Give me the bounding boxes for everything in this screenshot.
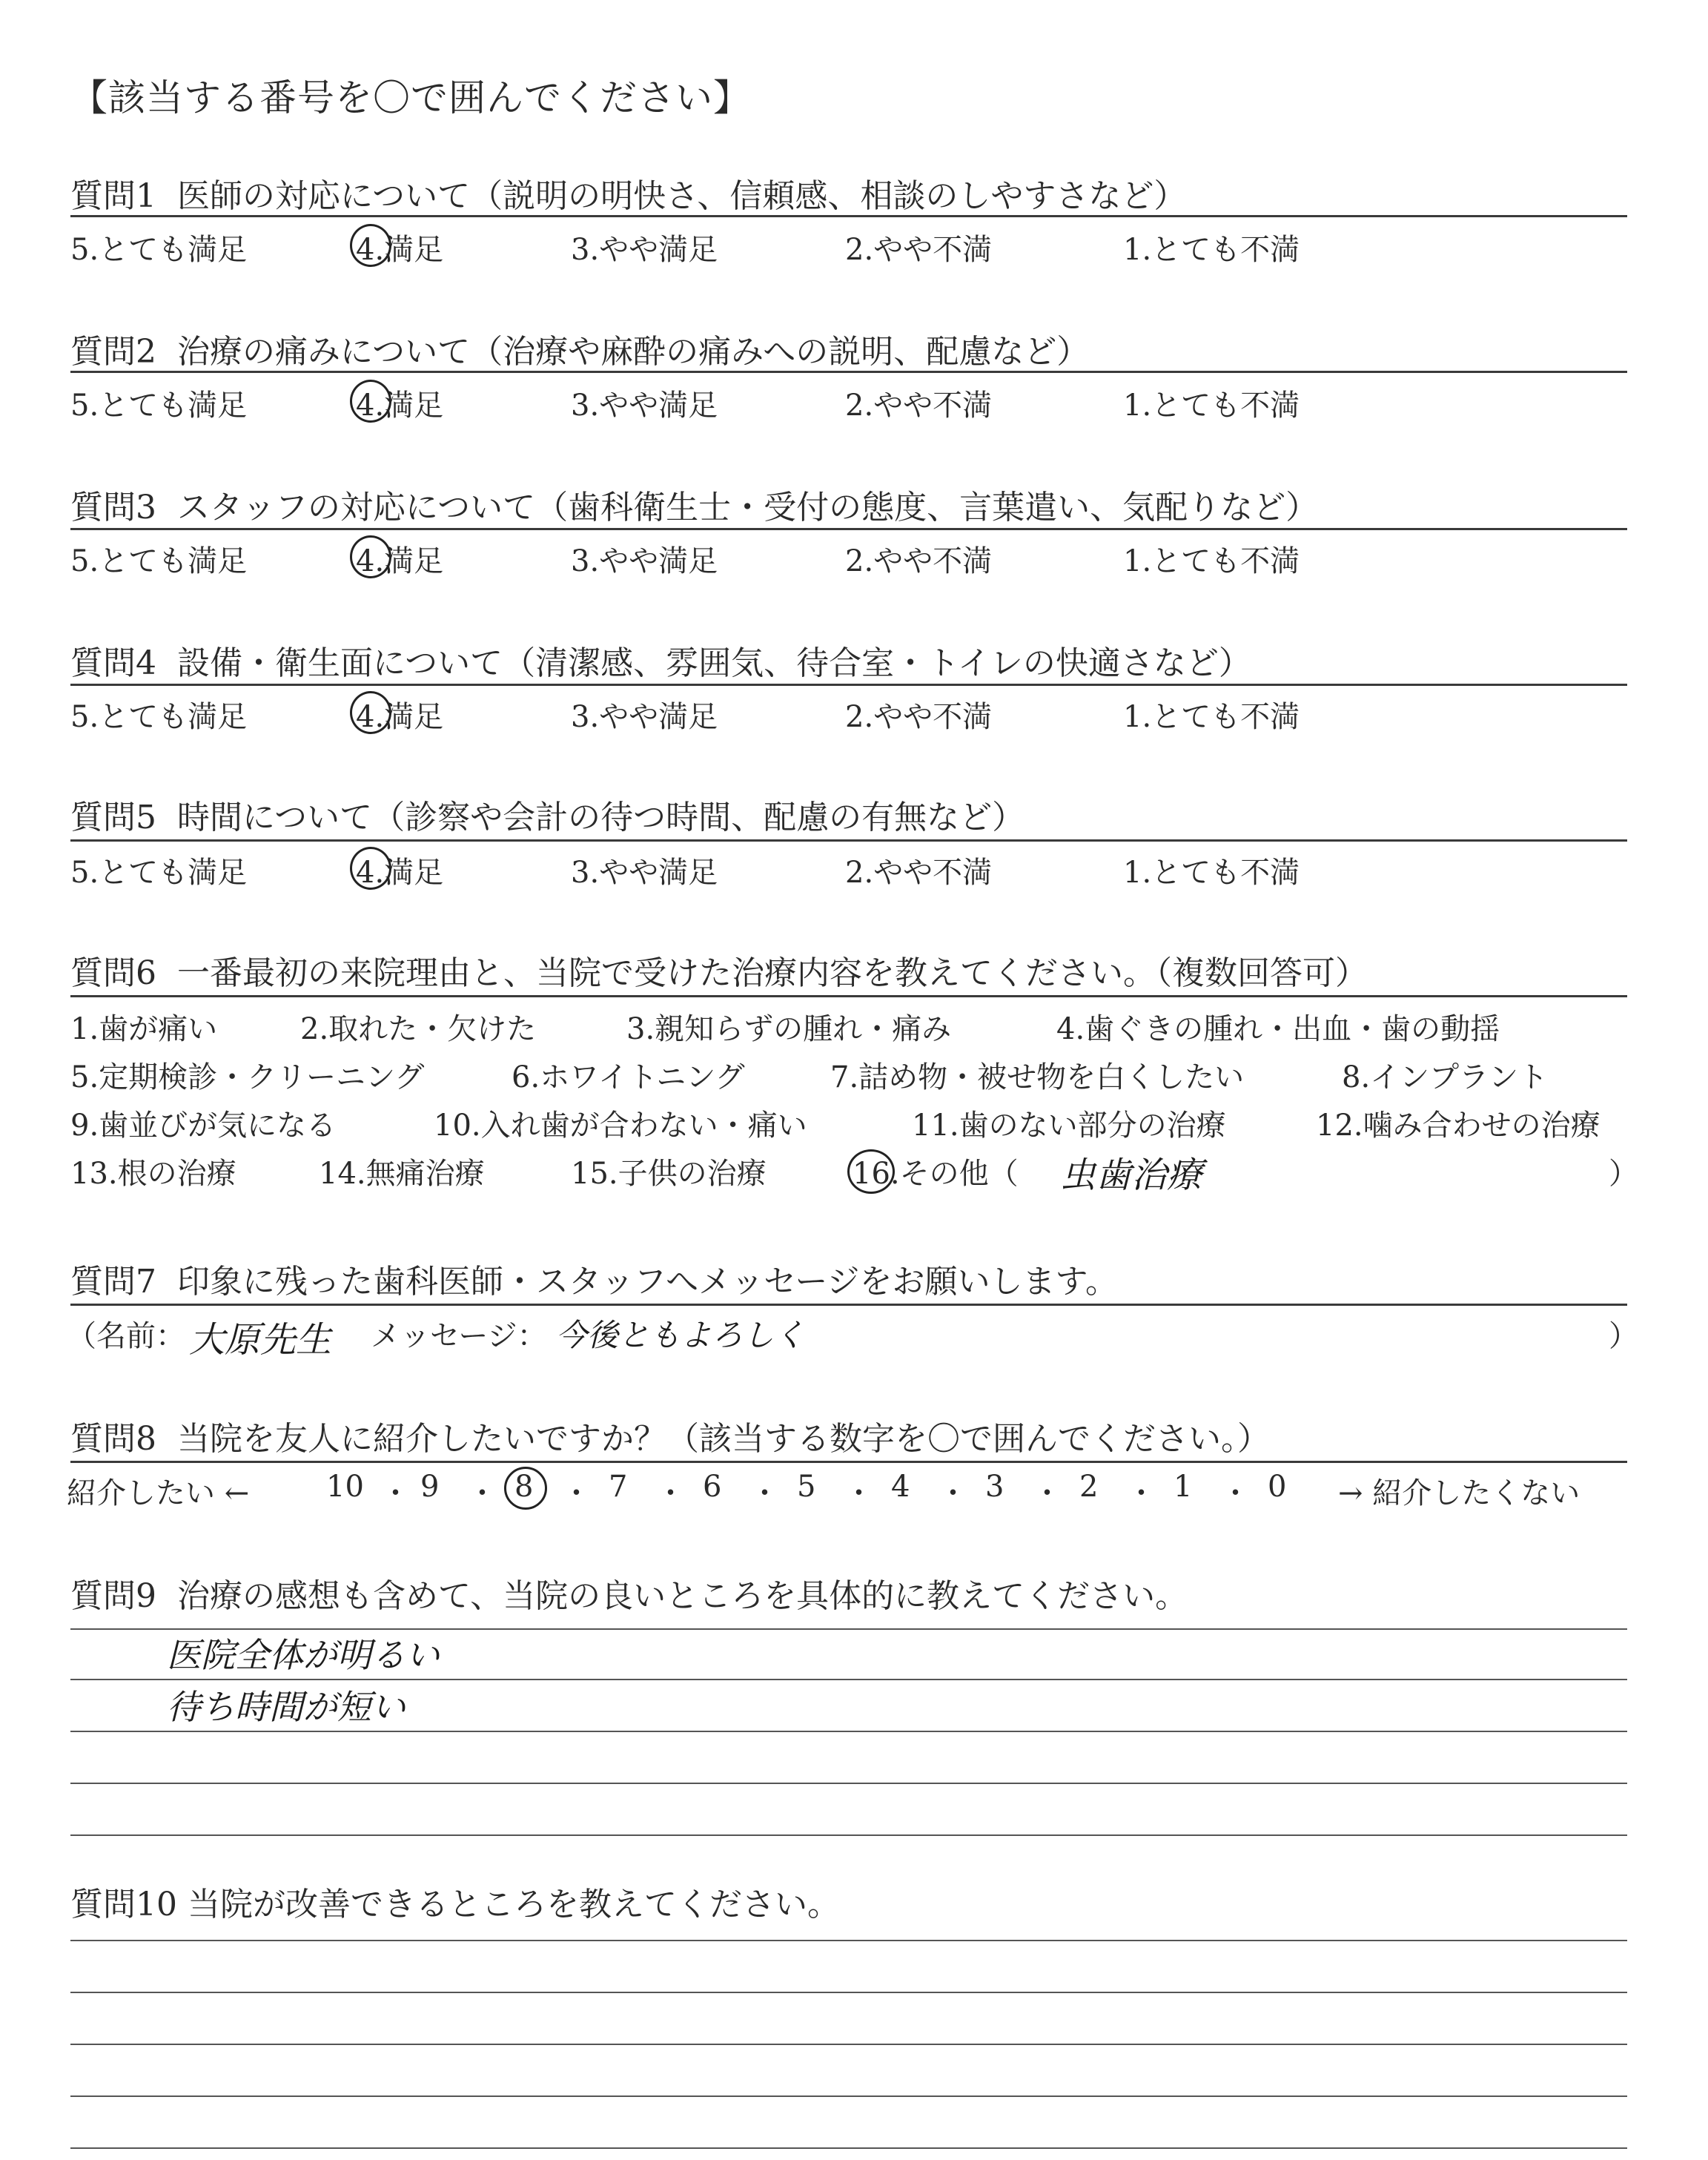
q6-option-4[interactable]: 4.歯ぐきの腫れ・出血・歯の動揺 [1056, 1012, 1500, 1046]
writing-line [70, 1783, 1627, 1784]
q8-scale-4[interactable]: 4 [891, 1470, 910, 1504]
q3-option-3[interactable]: 3.やや満足 [571, 544, 718, 578]
question-1-text: 医師の対応について（説明の明快さ、信頼感、相談のしやすさなど） [176, 177, 1187, 215]
q2-option-5[interactable]: 5.とても満足 [70, 389, 248, 423]
q3-option-4[interactable]: 4.満足 [356, 544, 444, 578]
q1-option-4[interactable]: 4.満足 [356, 233, 444, 267]
q5-option-5[interactable]: 5.とても満足 [70, 856, 248, 890]
q7-message-value[interactable]: 今後ともよろしく [556, 1317, 806, 1353]
writing-line [70, 2044, 1627, 2045]
question-7 [70, 1255, 1118, 1302]
divider [70, 371, 1627, 373]
answer-circle-mark [350, 380, 391, 423]
answer-circle-mark [350, 847, 391, 890]
question-7-text: 印象に残った歯科医師・スタッフへメッセージをお願いします。 [176, 1263, 1118, 1301]
q2-option-3[interactable]: 3.やや満足 [571, 389, 718, 423]
answer-circle-mark [847, 1149, 895, 1194]
question-6-label: 質問6 [70, 954, 156, 992]
q1-option-1[interactable]: 1.とても不満 [1123, 233, 1300, 267]
q6-option-7[interactable]: 7.詰め物・被せ物を白くしたい [830, 1060, 1245, 1094]
question-3 [70, 480, 1318, 528]
q4-option-4[interactable]: 4.満足 [356, 700, 444, 734]
divider [70, 839, 1627, 842]
scale-separator-dot: ・ [561, 1476, 592, 1510]
q8-scale-6[interactable]: 6 [703, 1470, 722, 1504]
question-9-text: 治療の感想も含めて、当院の良いところを具体的に教えてください。 [176, 1577, 1188, 1615]
question-10-text: 当院が改善できるところを教えてください。 [188, 1886, 840, 1923]
question-4-label: 質問4 [70, 644, 156, 682]
q5-option-1[interactable]: 1.とても不満 [1123, 856, 1300, 890]
writing-line [70, 1992, 1627, 1993]
q5-option-2[interactable]: 2.やや不満 [845, 856, 993, 890]
writing-line [70, 1834, 1627, 1836]
answer-circle-mark [350, 691, 391, 734]
q3-option-5[interactable]: 5.とても満足 [70, 544, 248, 578]
divider [70, 995, 1627, 997]
q2-option-4[interactable]: 4.満足 [356, 389, 444, 423]
question-1-label: 質問1 [70, 177, 156, 215]
q6-option-12[interactable]: 12.噛み合わせの治療 [1316, 1109, 1601, 1143]
scale-separator-dot: ・ [1032, 1476, 1062, 1510]
q8-scale-3[interactable]: 3 [985, 1470, 1004, 1504]
question-6-text: 一番最初の来院理由と、当院で受けた治療内容を教えてください。（複数回答可） [176, 954, 1368, 992]
writing-line [70, 2095, 1627, 2097]
q6-option-16[interactable]: 16.その他（ [853, 1157, 1019, 1191]
q8-scale-0[interactable]: 0 [1268, 1470, 1287, 1504]
q1-option-5[interactable]: 5.とても満足 [70, 233, 248, 267]
divider [70, 528, 1627, 530]
question-3-text: スタッフの対応について（歯科衛生士・受付の態度、言葉遣い、気配りなど） [176, 489, 1319, 526]
q1-option-2[interactable]: 2.やや不満 [845, 233, 993, 267]
q2-option-2[interactable]: 2.やや不満 [845, 389, 993, 423]
q5-option-3[interactable]: 3.やや満足 [571, 856, 718, 890]
question-8-text: 当院を友人に紹介したいですか？（該当する数字を〇で囲んでください。） [176, 1420, 1270, 1458]
scale-separator-dot: ・ [655, 1476, 686, 1510]
scale-separator-dot: ・ [749, 1476, 780, 1510]
q6-option-14[interactable]: 14.無痛治療 [319, 1157, 485, 1191]
q8-scale-1[interactable]: 1 [1174, 1470, 1193, 1504]
q8-scale-10[interactable]: 10 [326, 1470, 364, 1504]
question-1 [70, 169, 1186, 217]
q6-close-paren: ） [1609, 1157, 1638, 1191]
scale-separator-dot: ・ [467, 1476, 497, 1510]
question-5-text: 時間について（診察や会計の待つ時間、配慮の有無など） [176, 799, 1025, 836]
scale-separator-dot: ・ [1126, 1476, 1156, 1510]
question-5-label: 質問5 [70, 799, 156, 836]
question-9-label: 質問9 [70, 1577, 156, 1615]
q6-option-9[interactable]: 9.歯並びが気になる [70, 1109, 337, 1143]
question-6 [70, 946, 1368, 994]
q9-answer-2[interactable]: 待ち時間が短い [167, 1687, 406, 1727]
q6-option-3[interactable]: 3.親知らずの腫れ・痛み [626, 1012, 952, 1046]
answer-circle-mark [350, 224, 391, 267]
q3-option-2[interactable]: 2.やや不満 [845, 544, 993, 578]
q4-option-2[interactable]: 2.やや不満 [845, 700, 993, 734]
q8-scale-7[interactable]: 7 [609, 1470, 628, 1504]
q4-option-5[interactable]: 5.とても満足 [70, 700, 248, 734]
q9-answer-1[interactable]: 医院全体が明るい [167, 1635, 440, 1675]
question-2-label: 質問2 [70, 333, 156, 371]
q6-option-8[interactable]: 8.インプラント [1342, 1060, 1549, 1094]
question-9 [70, 1569, 1188, 1616]
q8-scale-5[interactable]: 5 [797, 1470, 816, 1504]
q1-option-3[interactable]: 3.やや満足 [571, 233, 718, 267]
question-8-label: 質問8 [70, 1420, 156, 1458]
q6-option-5[interactable]: 5.定期検診・クリーニング [70, 1060, 425, 1094]
scale-separator-dot: ・ [380, 1476, 411, 1510]
q5-option-4[interactable]: 4.満足 [356, 856, 444, 890]
answer-circle-mark [350, 535, 391, 578]
q2-option-1[interactable]: 1.とても不満 [1123, 389, 1300, 423]
scale-separator-dot: ・ [844, 1476, 874, 1510]
q6-option-1[interactable]: 1.歯が痛い [70, 1012, 218, 1046]
divider [70, 215, 1627, 217]
q4-option-3[interactable]: 3.やや満足 [571, 700, 718, 734]
q6-option-10[interactable]: 10.入れ歯が合わない・痛い [434, 1109, 807, 1143]
writing-line [70, 2147, 1627, 2149]
question-4 [70, 636, 1251, 684]
divider [70, 1461, 1627, 1463]
q8-left-label: 紹介したい ← [67, 1476, 250, 1510]
divider [70, 684, 1627, 686]
q8-scale-2[interactable]: 2 [1079, 1470, 1099, 1504]
q7-name-value[interactable]: 大原先生 [189, 1319, 332, 1361]
scale-separator-dot: ・ [1220, 1476, 1251, 1510]
q6-option-11[interactable]: 11.歯のない部分の治療 [912, 1109, 1226, 1143]
question-4-text: 設備・衛生面について（清潔感、雰囲気、待合室・トイレの快適さなど） [176, 644, 1251, 682]
writing-line [70, 1940, 1627, 1941]
q6-option-15[interactable]: 15.子供の治療 [571, 1157, 767, 1191]
divider [70, 1304, 1627, 1306]
q6-option-13[interactable]: 13.根の治療 [70, 1157, 236, 1191]
question-2-text: 治療の痛みについて（治療や麻酔の痛みへの説明、配慮など） [176, 333, 1090, 371]
q8-scale-8[interactable]: 8 [514, 1470, 534, 1504]
q6-option-6[interactable]: 6.ホワイトニング [512, 1060, 745, 1094]
q6-other-answer[interactable]: 虫歯治療 [1060, 1155, 1203, 1196]
question-8 [70, 1412, 1270, 1459]
question-5 [70, 790, 1025, 838]
q8-right-label: → 紹介したくない [1338, 1476, 1580, 1510]
scale-separator-dot: ・ [938, 1476, 968, 1510]
q8-scale-9[interactable]: 9 [420, 1470, 440, 1504]
q7-message-label: メッセージ： [371, 1319, 547, 1353]
question-10-label: 質問10 [70, 1886, 177, 1923]
answer-circle-mark [504, 1467, 547, 1510]
question-7-label: 質問7 [70, 1263, 156, 1301]
page-heading: 【該当する番号を〇で囲んでください】 [70, 76, 751, 119]
q7-close-paren: ） [1609, 1319, 1638, 1353]
writing-line [70, 1731, 1627, 1732]
question-10 [70, 1877, 840, 1925]
q3-option-1[interactable]: 1.とても不満 [1123, 544, 1300, 578]
q6-option-2[interactable]: 2.取れた・欠けた [300, 1012, 537, 1046]
q7-name-label: （名前： [67, 1319, 185, 1353]
question-2 [70, 325, 1089, 372]
q4-option-1[interactable]: 1.とても不満 [1123, 700, 1300, 734]
question-3-label: 質問3 [70, 489, 156, 526]
